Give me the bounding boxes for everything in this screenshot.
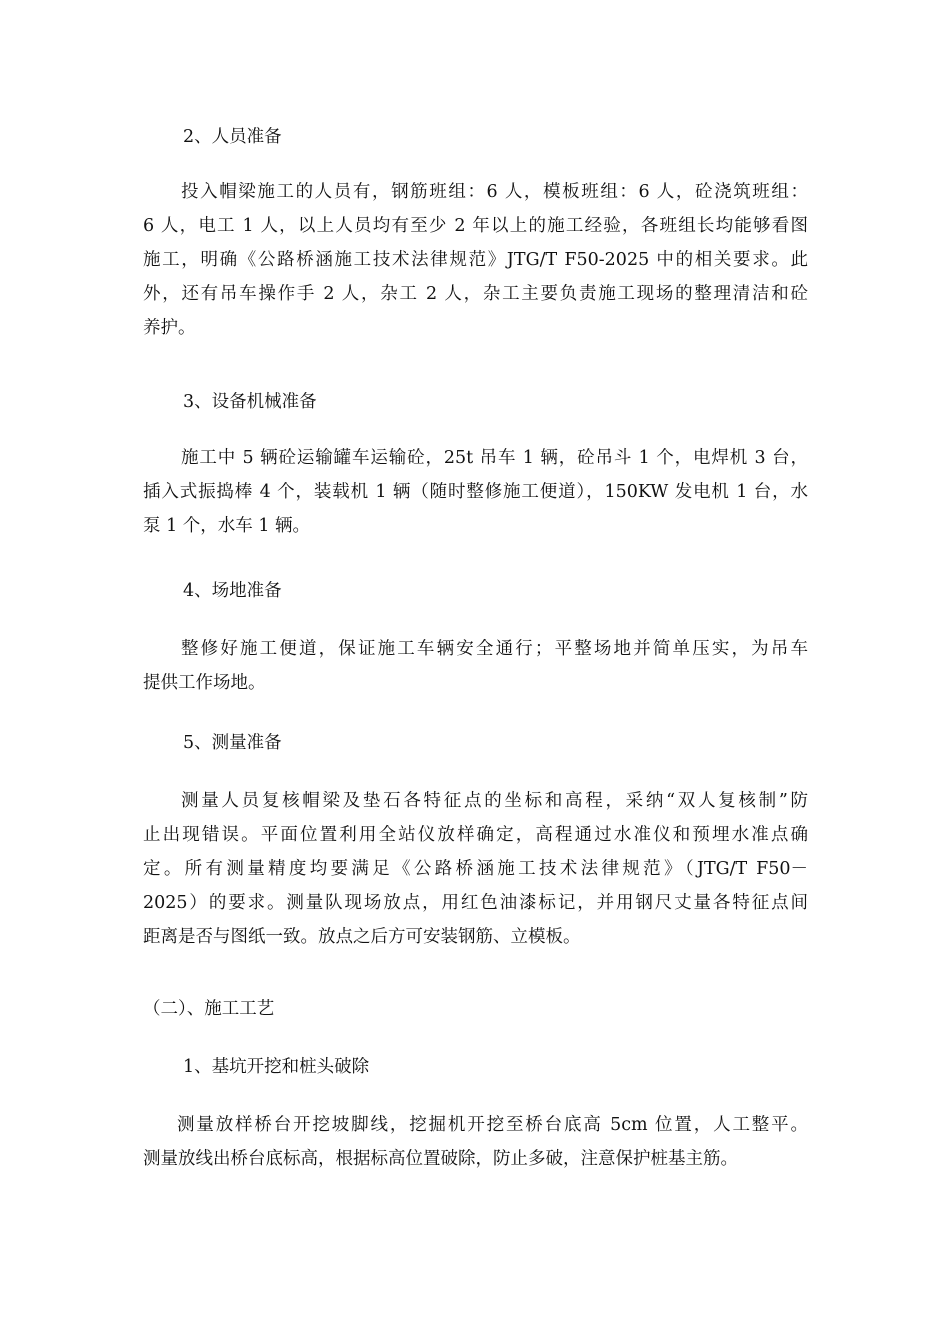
paragraph-line: 插入式振捣棒 4 个，装载机 1 辆（随时整修施工便道），150KW 发电机 1 台，水 xyxy=(143,482,808,502)
paragraph-line: 2025）的要求。测量队现场放点，用红色油漆标记，并用钢尺丈量各特征点间 xyxy=(143,893,808,913)
paragraph-line: 提供工作场地。 xyxy=(143,673,266,693)
paragraph-line: 定。所有测量精度均要满足《公路桥涵施工技术法律规范》（JTG/T F50－ xyxy=(143,859,808,879)
paragraph-line: 止出现错误。平面位置利用全站仪放样确定，高程通过水准仪和预埋水准点确 xyxy=(143,825,808,845)
heading-text: 3、设备机械准备 xyxy=(183,392,317,412)
paragraph-line: 投入帽梁施工的人员有，钢筋班组：6 人，模板班组：6 人，砼浇筑班组： xyxy=(181,182,808,202)
heading-text: 1、基坑开挖和桩头破除 xyxy=(183,1057,370,1077)
paragraph-line: 6 人，电工 1 人，以上人员均有至少 2 年以上的施工经验，各班组长均能够看图 xyxy=(143,216,808,236)
heading-excavation xyxy=(143,1050,808,1084)
paragraph-line: 整修好施工便道，保证施工车辆安全通行；平整场地并简单压实，为吊车 xyxy=(181,639,808,659)
heading-equipment xyxy=(143,385,808,419)
paragraph-survey xyxy=(143,784,808,954)
section-heading-process xyxy=(143,992,808,1026)
heading-site xyxy=(143,574,808,608)
paragraph-line: 养护。 xyxy=(143,318,196,338)
paragraph-line: 外，还有吊车操作手 2 人，杂工 2 人，杂工主要负责施工现场的整理清洁和砼 xyxy=(143,284,808,304)
heading-text: 2、人员准备 xyxy=(183,127,282,147)
heading-personnel xyxy=(143,120,808,154)
paragraph-line: 距离是否与图纸一致。放点之后方可安装钢筋、立模板。 xyxy=(143,927,581,947)
paragraph-personnel xyxy=(143,175,808,345)
heading-text: 4、场地准备 xyxy=(183,581,282,601)
paragraph-line: 测量人员复核帽梁及垫石各特征点的坐标和高程，采纳“双人复核制”防 xyxy=(181,791,808,811)
paragraph-excavation xyxy=(143,1108,808,1176)
section-heading-text: （二）、施工工艺 xyxy=(143,999,275,1019)
paragraph-line: 施工中 5 辆砼运输罐车运输砼，25t 吊车 1 辆，砼吊斗 1 个，电焊机 3 台， xyxy=(181,448,808,468)
paragraph-site xyxy=(143,632,808,700)
paragraph-line: 泵 1 个，水车 1 辆。 xyxy=(143,516,311,536)
paragraph-line: 测量放样桥台开挖坡脚线，挖掘机开挖至桥台底高 5cm 位置，人工整平。 xyxy=(177,1115,808,1135)
paragraph-line: 测量放线出桥台底标高，根据标高位置破除，防止多破，注意保护桩基主筋。 xyxy=(143,1149,738,1169)
heading-survey xyxy=(143,726,808,760)
paragraph-equipment xyxy=(143,441,808,543)
heading-text: 5、测量准备 xyxy=(183,733,282,753)
paragraph-line: 施工，明确《公路桥涵施工技术法律规范》JTG/T F50-2025 中的相关要求。此 xyxy=(143,250,808,270)
